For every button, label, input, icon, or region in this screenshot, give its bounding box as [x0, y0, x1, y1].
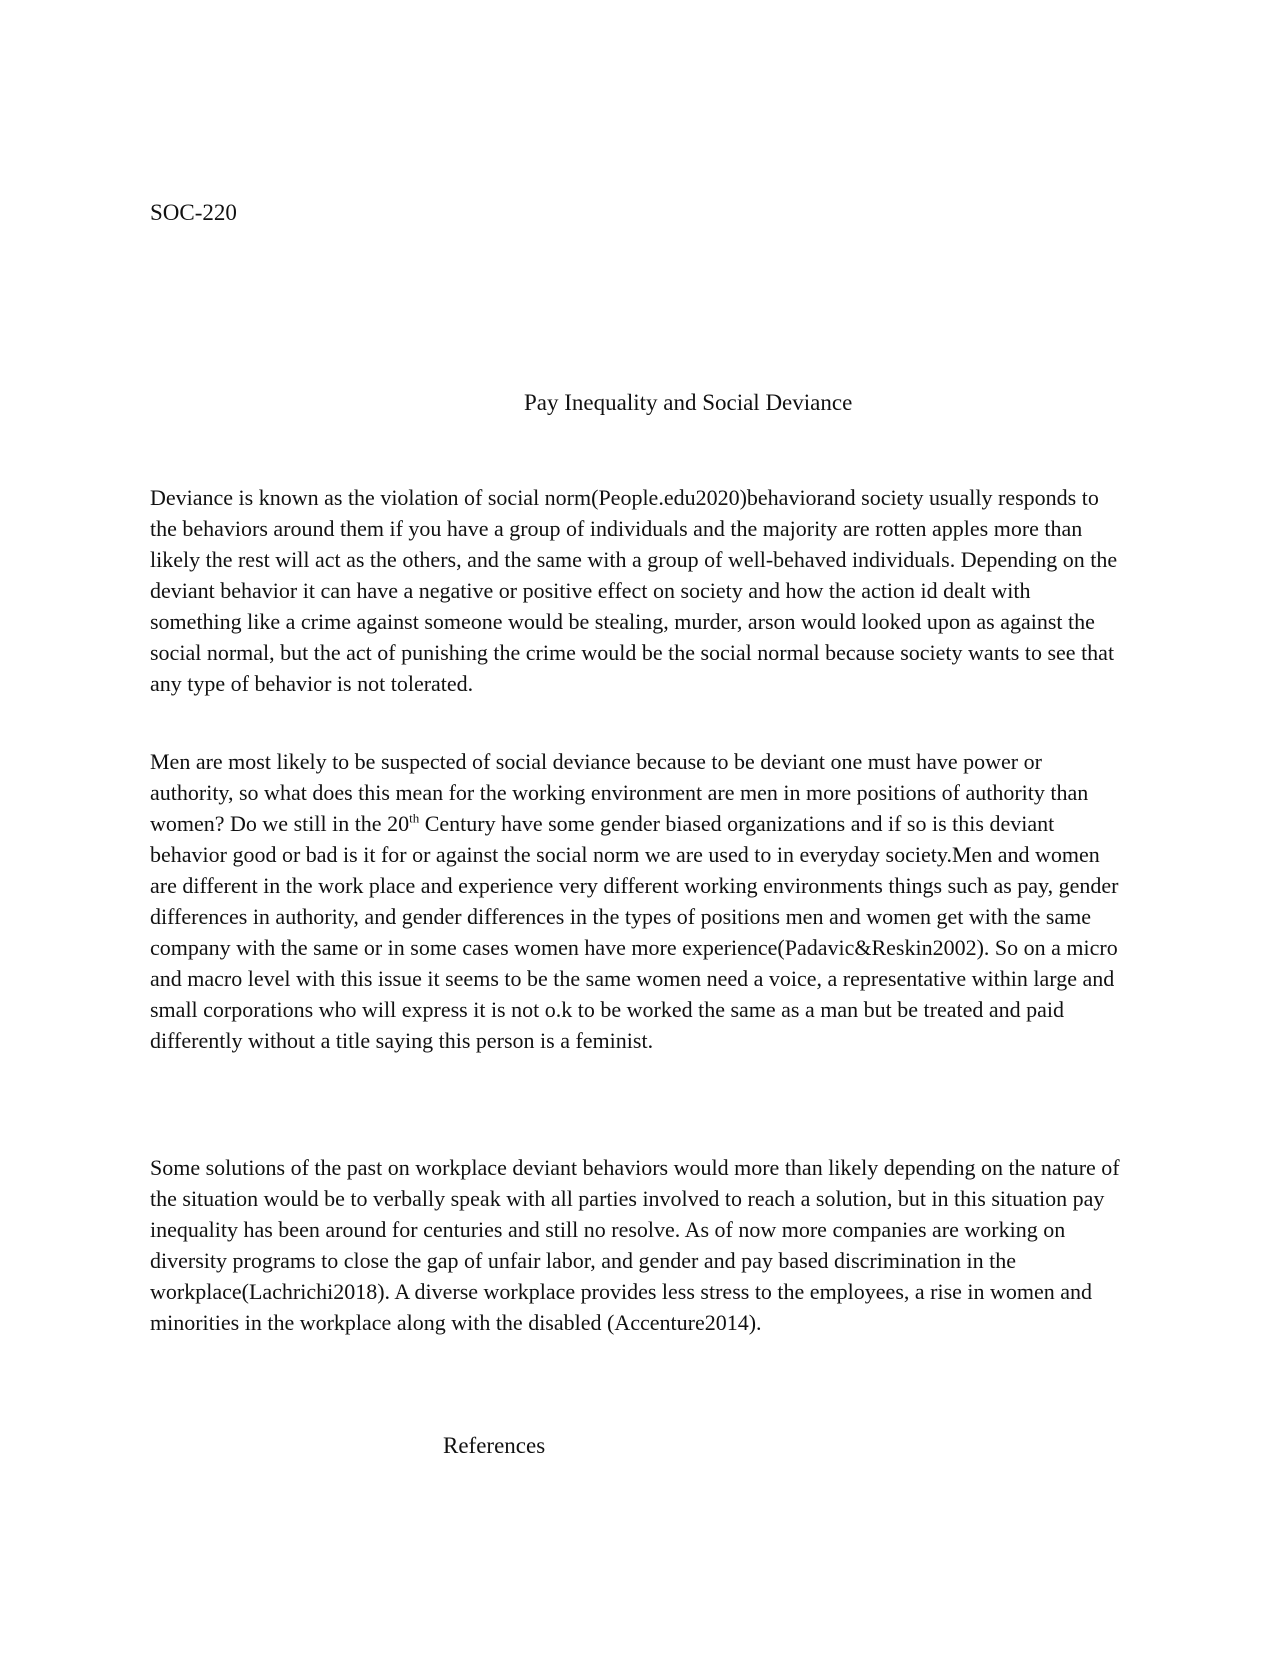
paragraph-2-text-end: Century have some gender biased organizations and if so is this deviant behavior good or bad is it for or against the social norm we are used to in everyday society.Men and women are different in the work place and experience very different working environments things such as pay, gender differences in authority, and gender differences in the types of positions men and women get with the same company with the same or in some cases women have more experience(Padavic&Reskin2002). So on a micro and macro level with this issue it seems to be the same women need a voice, a representative within large and small corporations who will express it is not o.k to be worked the same as a man but be treated and paid differently without a title saying this person is a feminist.	[150, 811, 1119, 1053]
document-title: Pay Inequality and Social Deviance	[524, 390, 853, 415]
ordinal-superscript: th	[409, 810, 420, 826]
references-heading: References	[443, 1433, 546, 1458]
body-paragraph-1: Deviance is known as the violation of social norm(People.edu2020)behaviorand society usually responds to the behaviors around them if you have a group of individuals and the majority are rotten apples more than likely the rest will act as the others, and the same with a group of well-behaved individuals. Depending on the deviant behavior it can have a negative or positive effect on society and how the action id dealt with something like a crime against someone would be stealing, murder, arson would looked upon as against the social normal, but the act of punishing the crime would be the social normal because society wants to see that any type of behavior is not tolerated.	[150, 485, 1118, 696]
paragraph-2-text-start: Men are most likely to be suspected of social deviance because to be deviant one must have power or authority, so what does this mean for the working environment are men in more positions of authority than women? Do we still in the 20	[150, 749, 1089, 836]
body-paragraph-3: Some solutions of the past on workplace deviant behaviors would more than likely depending on the nature of the situation would be to verbally speak with all parties involved to reach a solution, but in this situation pay inequality has been around for centuries and still no resolve. As of now more companies are working on diversity programs to close the gap of unfair labor, and gender and pay based discrimination in the workplace(Lachrichi2018). A diverse workplace provides less stress to the employees, a rise in women and minorities in the workplace along with the disabled (Accenture2014).	[150, 1155, 1120, 1335]
course-code: SOC-220	[150, 200, 237, 225]
body-paragraph-2	[150, 746, 1127, 1056]
